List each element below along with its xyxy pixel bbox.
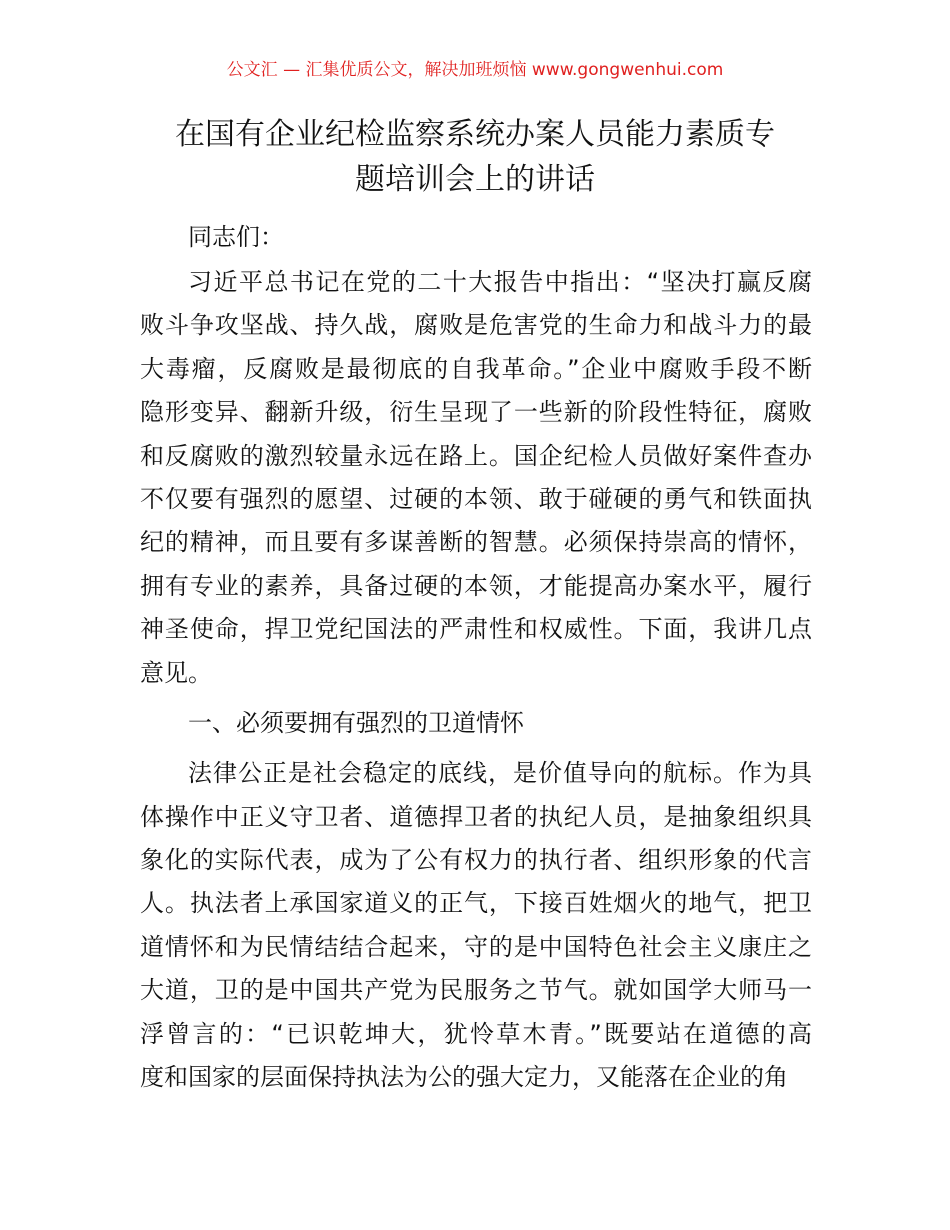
salutation: 同志们： [188,223,284,251]
document-body [140,220,812,1099]
document-title [120,112,830,202]
text-line: 习近平总书记在党的二十大报告中指出：“坚决打赢反腐 [188,268,812,296]
section-heading [140,702,812,745]
text-line: 体操作中正义守卫者、道德捍卫者的执纪人员，是抽象组织具 [140,802,812,831]
text-line: 败斗争攻坚战、持久战，腐败是危害党的生命力和战斗力的最 [140,311,812,340]
paragraph [140,752,812,1099]
text-line: 大毒瘤，反腐败是最彻底的自我革命。”企业中腐败手段不断 [140,354,812,383]
text-line: 道情怀和为民情结结合起来，守的是中国特色社会主义康庄之 [140,932,812,961]
text-line: 浮曾言的：“已识乾坤大，犹怜草木青。”既要站在道德的高 [140,1019,812,1048]
text-line: 度和国家的层面保持执法为公的强大定力，又能落在企业的角 [140,1063,788,1092]
text-line: 纪的精神，而且要有多谋善断的智慧。必须保持崇高的情怀， [140,528,812,557]
text-line: 意见。 [140,658,212,687]
text-line: 大道，卫的是中国共产党为民服务之节气。就如国学大师马一 [140,976,812,1005]
text-line: 人。执法者上承国家道义的正气，下接百姓烟火的地气，把卫 [140,889,812,918]
title-line: 题培训会上的讲话 [355,162,595,197]
text-line: 和反腐败的激烈较量永远在路上。国企纪检人员做好案件查办 [140,441,812,470]
text-line: 不仅要有强烈的愿望、过硬的本领、敢于碰硬的勇气和铁面执 [140,484,812,513]
text-line: 拥有专业的素养，具备过硬的本领，才能提高办案水平，履行 [140,571,812,600]
text-line: 法律公正是社会稳定的底线，是价值导向的航标。作为具 [188,759,812,788]
text-line: 象化的实际代表，成为了公有权力的执行者、组织形象的代言 [140,846,812,875]
title-line: 在国有企业纪检监察系统办案人员能力素质专 [175,117,775,152]
text-line: 神圣使命，捍卫党纪国法的严肃性和权威性。下面，我讲几点 [140,615,812,644]
text-line: 一、必须要拥有强烈的卫道情怀 [188,708,524,737]
watermark-banner: 公文汇 — 汇集优质公文，解决加班烦恼 www.gongwenhui.com [226,60,724,80]
paragraph [140,261,812,695]
text-line: 隐形变异、翻新升级，衍生呈现了一些新的阶段性特征，腐败 [140,398,812,427]
